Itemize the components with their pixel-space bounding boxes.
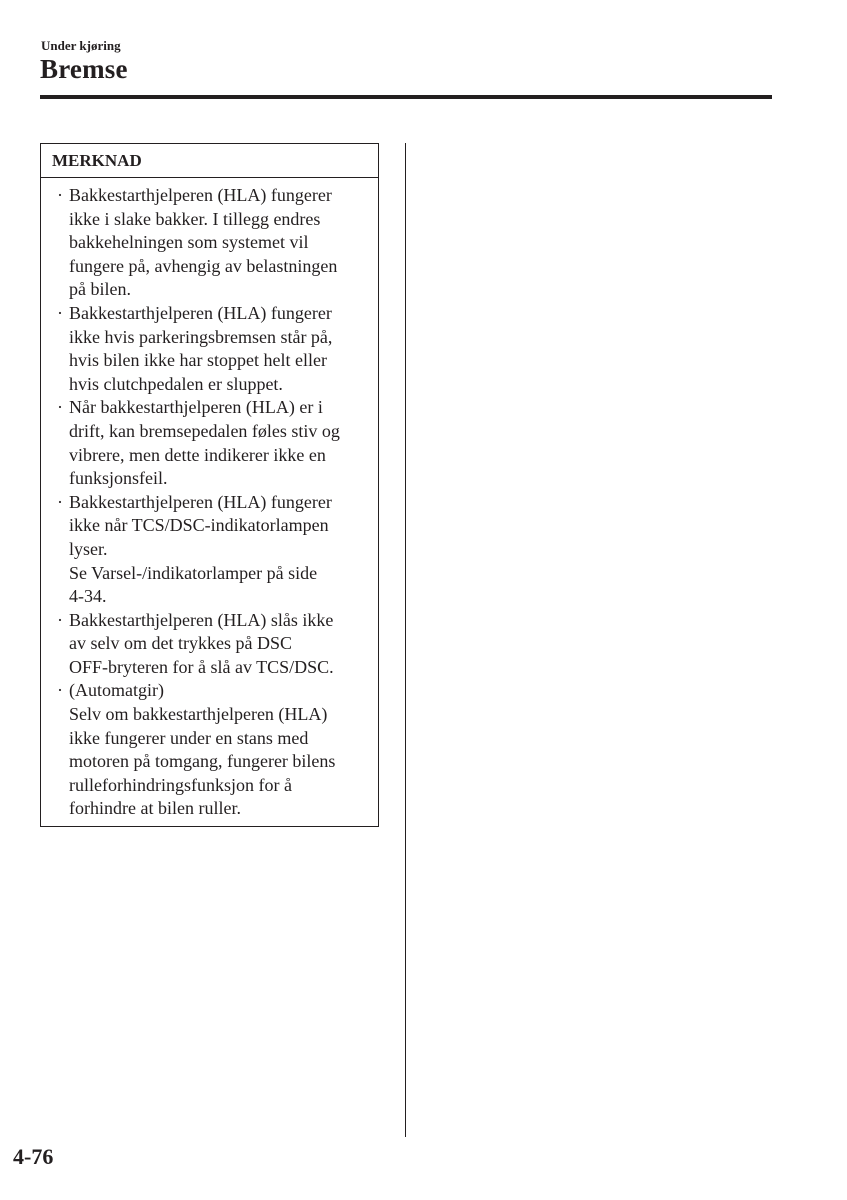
note-line: vibrere, men dette indikerer ikke en xyxy=(69,444,326,465)
note-line: ikke hvis parkeringsbremsen står på, xyxy=(69,326,333,347)
note-line: hvis clutchpedalen er sluppet. xyxy=(69,373,283,394)
note-line: av selv om det trykkes på DSC xyxy=(69,633,292,654)
note-line: Selv om bakkestarthjelperen (HLA) xyxy=(69,704,328,725)
bullet-icon: · xyxy=(57,397,63,418)
note-line: forhindre at bilen ruller. xyxy=(69,798,241,819)
note-item xyxy=(57,491,370,609)
note-box xyxy=(40,143,379,827)
note-item xyxy=(57,396,370,490)
note-line: funksjonsfeil. xyxy=(69,468,168,489)
note-line: 4-34. xyxy=(69,586,107,607)
note-line: fungere på, avhengig av belastningen xyxy=(69,255,338,276)
bullet-icon: · xyxy=(57,609,63,630)
note-line: ikke når TCS/DSC-indikatorlampen xyxy=(69,515,329,536)
note-list xyxy=(41,178,378,821)
note-line: Bakkestarthjelperen (HLA) fungerer xyxy=(69,491,332,512)
section-label: Under kjøring xyxy=(41,38,121,53)
note-line: rulleforhindringsfunksjon for å xyxy=(69,774,292,795)
bullet-icon: · xyxy=(57,185,63,205)
note-line: lyser. xyxy=(69,538,108,559)
note-item xyxy=(57,609,370,680)
page-title: Bremse xyxy=(40,54,128,84)
bullet-icon: · xyxy=(57,491,63,512)
note-line: bakkehelningen som systemet vil xyxy=(69,232,309,253)
page-number: 4-76 xyxy=(13,1144,54,1169)
column-divider xyxy=(405,143,406,1137)
note-line: hvis bilen ikke har stoppet helt eller xyxy=(69,350,327,371)
note-line: Når bakkestarthjelperen (HLA) er i xyxy=(69,397,323,418)
title-rule xyxy=(40,95,772,99)
note-line: på bilen. xyxy=(69,279,131,300)
note-line: Bakkestarthjelperen (HLA) fungerer xyxy=(69,185,332,205)
bullet-icon: · xyxy=(57,302,63,323)
note-line: ikke i slake bakker. I tillegg endres xyxy=(69,208,321,229)
note-line: Bakkestarthjelperen (HLA) slås ikke xyxy=(69,609,334,630)
note-item xyxy=(57,679,370,821)
note-line: motoren på tomgang, fungerer bilens xyxy=(69,751,336,772)
note-item xyxy=(57,184,370,302)
bullet-icon: · xyxy=(57,680,63,701)
note-heading: MERKNAD xyxy=(41,144,378,178)
note-line: ikke fungerer under en stans med xyxy=(69,727,309,748)
note-line: Se Varsel-/indikatorlamper på side xyxy=(69,562,318,583)
note-line: OFF-bryteren for å slå av TCS/DSC. xyxy=(69,656,334,677)
note-line: (Automatgir) xyxy=(69,680,164,701)
note-item xyxy=(57,302,370,396)
note-line: drift, kan bremsepedalen føles stiv og xyxy=(69,420,340,441)
note-line: Bakkestarthjelperen (HLA) fungerer xyxy=(69,302,332,323)
